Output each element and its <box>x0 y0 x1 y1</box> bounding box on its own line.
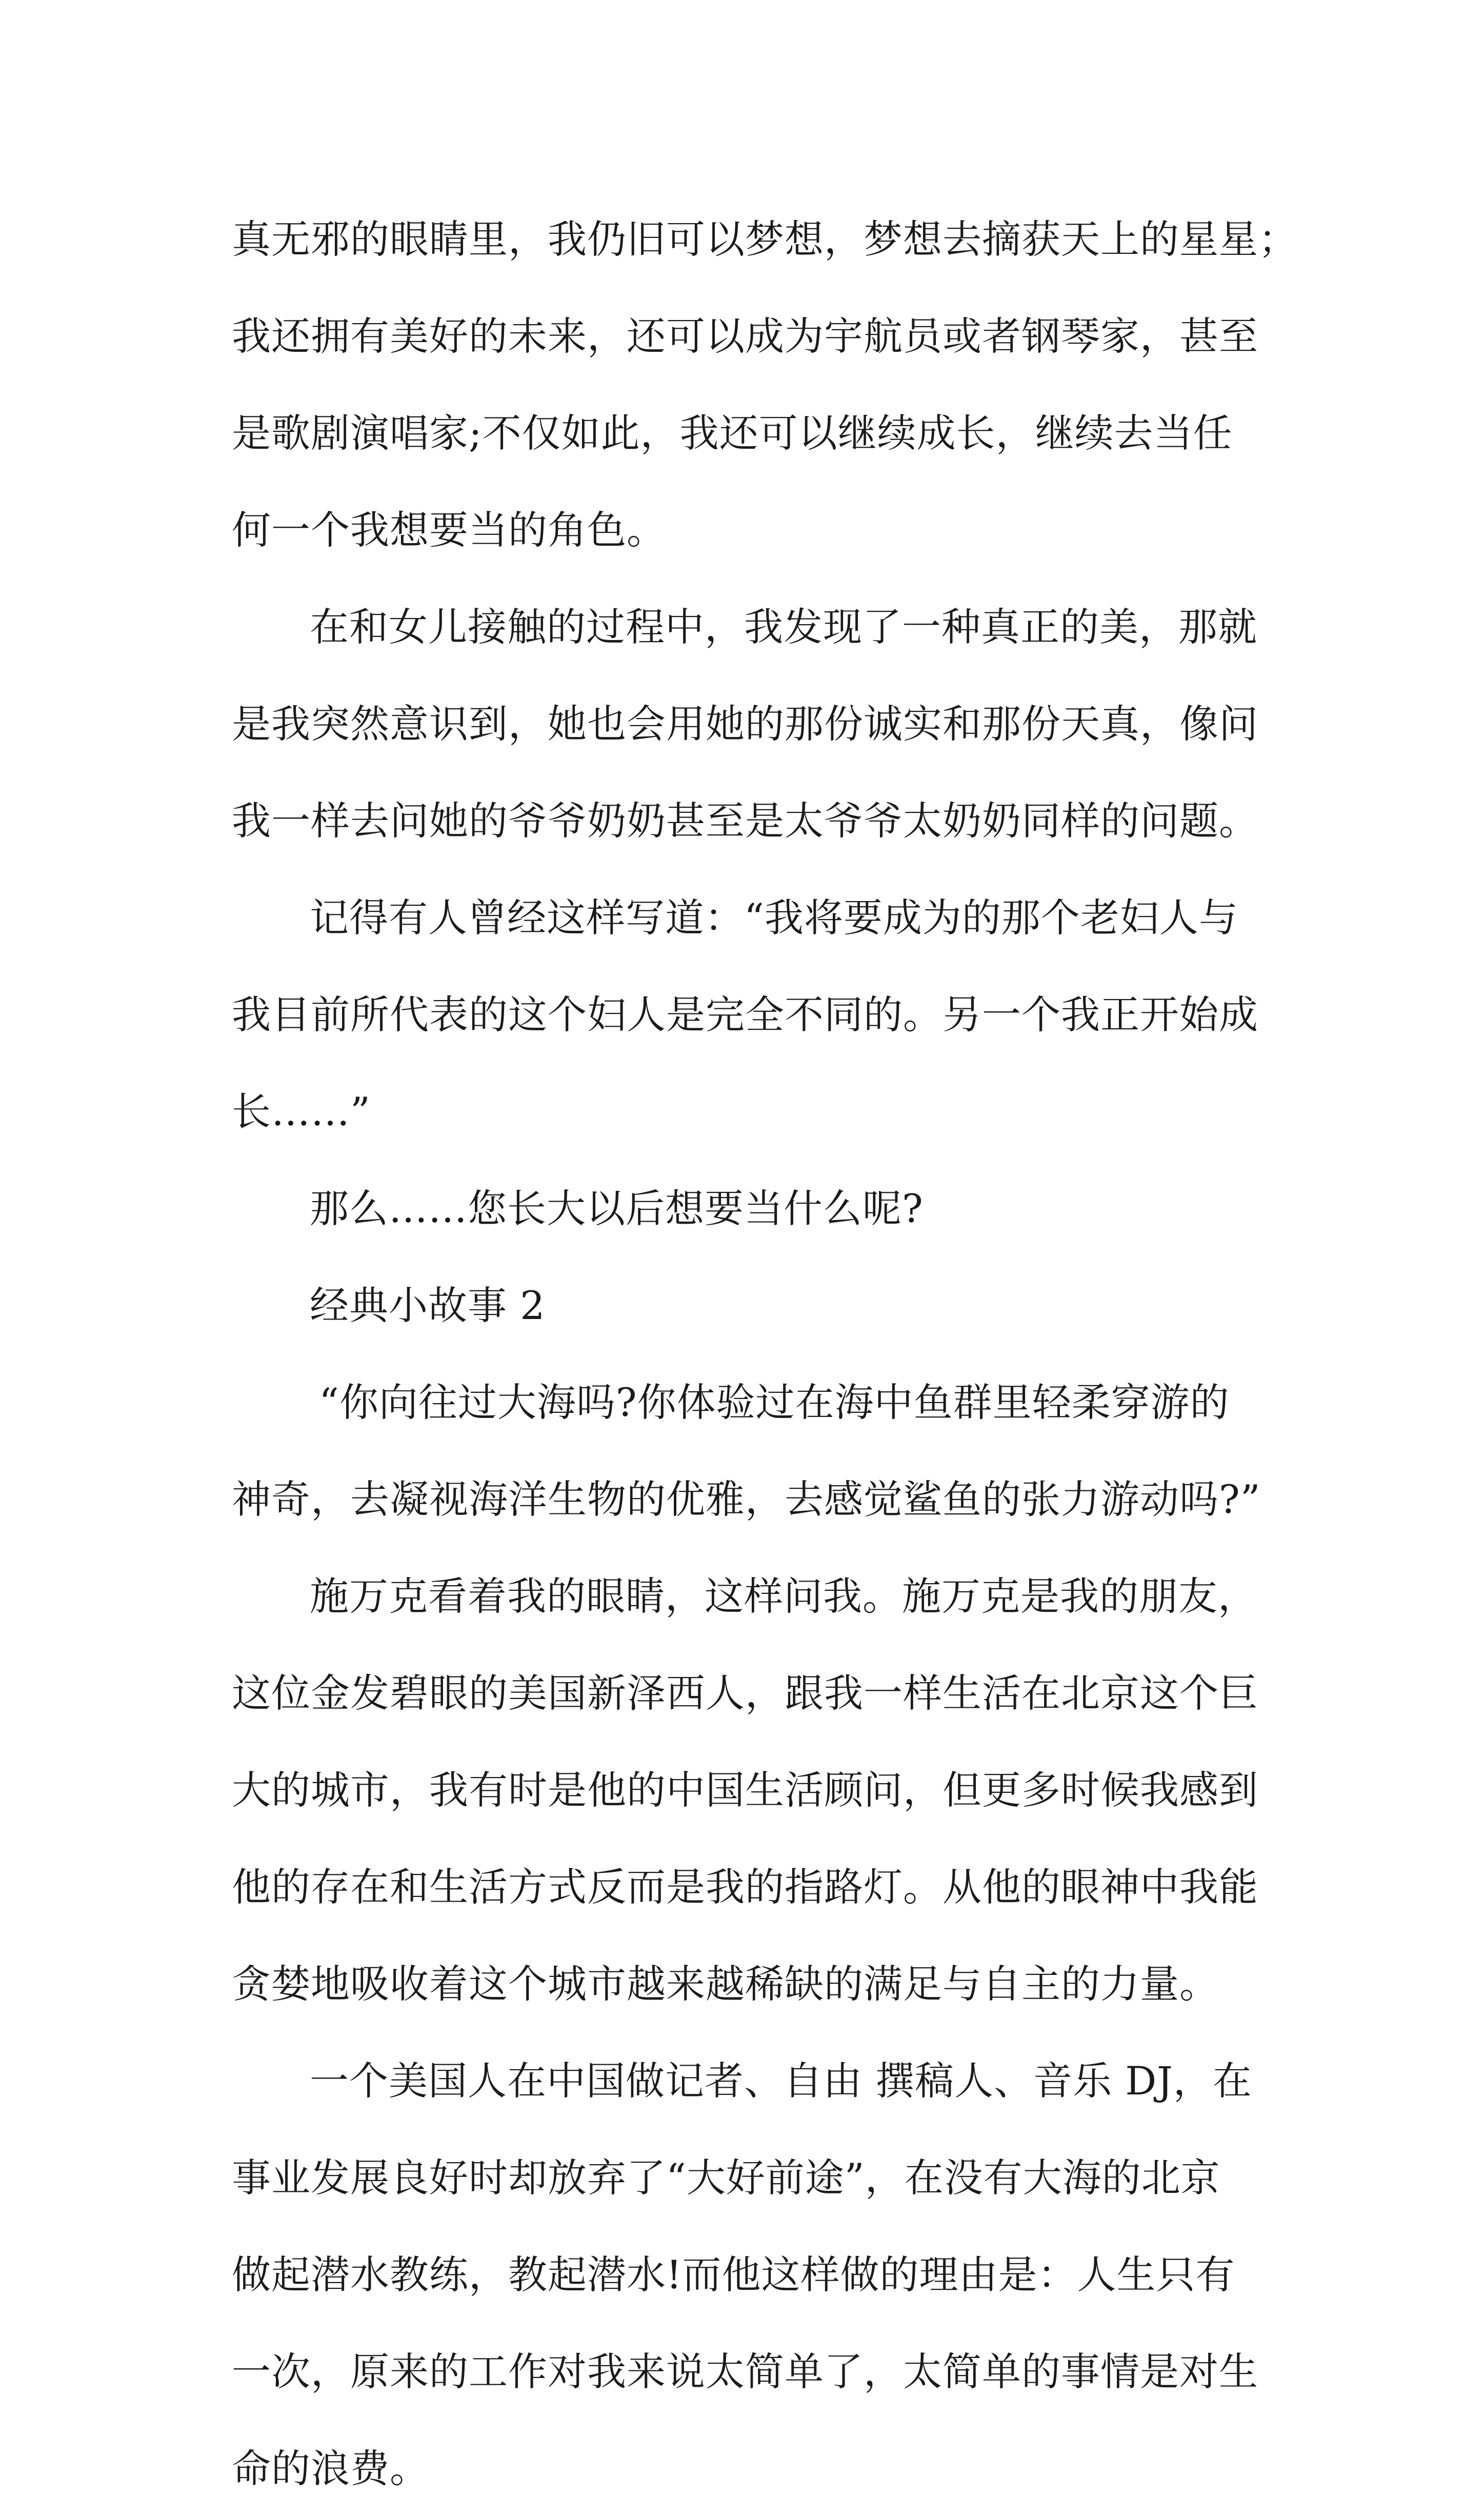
paragraph-first-line: 记得有人曾经这样写道：“我将要成为的那个老妇人与 <box>310 895 1238 941</box>
section-heading: 经典小故事 2 <box>310 1283 546 1328</box>
text-line: 命的浪费。 <box>232 2446 429 2491</box>
paragraph-first-line: 施万克看着我的眼睛，这样问我。施万克是我的朋友， <box>310 1573 1257 1619</box>
text-line: 这位金发碧眼的美国新泽西人，跟我一样生活在北京这个巨 <box>232 1670 1258 1716</box>
text-line: 事业发展良好时却放弃了“大好前途”，在没有大海的北京 <box>232 2155 1220 2201</box>
paragraph-first-line: “你向往过大海吗?你体验过在海中鱼群里轻柔穿游的 <box>319 1380 1230 1425</box>
text-line: 是我突然意识到，她也会用她的那份诚实和那份天真，像问 <box>232 701 1258 747</box>
document-body <box>232 191 1298 2517</box>
text-line: 一次，原来的工作对我来说太简单了，太简单的事情是对生 <box>232 2349 1258 2394</box>
paragraph-first-line: 在和女儿接触的过程中，我发现了一种真正的美，那就 <box>310 604 1257 650</box>
text-line: 贪婪地吸收着这个城市越来越稀缺的满足与自主的力量。 <box>232 1961 1219 2007</box>
text-line: 我还拥有美好的未来，还可以成为宇航员或者钢琴家，甚至 <box>232 313 1258 359</box>
text-line: 神奇，去凝视海洋生物的优雅，去感觉鲨鱼的张力游动吗?” <box>232 1476 1261 1522</box>
text-line: 他的存在和生活方式反而是我的指路灯。从他的眼神中我能 <box>232 1864 1258 1910</box>
text-line: 我目前所代表的这个妇人是完全不同的。另一个我正开始成 <box>232 992 1258 1037</box>
text-line: 何一个我想要当的角色。 <box>232 507 666 553</box>
text-line: 真无邪的眼睛里，我仍旧可以梦想，梦想去摘获天上的星星； <box>232 216 1298 262</box>
paragraph-first-line: 那么……您长大以后想要当什么呢? <box>310 1186 924 1231</box>
text-line: 我一样去问她的爷爷奶奶甚至是太爷爷太奶奶同样的问题。 <box>232 798 1258 844</box>
paragraph-first-line: 一个美国人在中国做记者、自由 撰稿人、音乐 DJ，在 <box>310 2058 1252 2104</box>
text-line: 长……” <box>232 1089 371 1134</box>
text-line: 做起潜水教练，教起潜水!而他这样做的理由是：人生只有 <box>232 2252 1235 2298</box>
text-line: 大的城市，我有时是他的中国生活顾问，但更多时候我感到 <box>232 1767 1258 1813</box>
text-line: 是歌剧演唱家;不仅如此，我还可以继续成长，继续去当任 <box>232 410 1233 456</box>
